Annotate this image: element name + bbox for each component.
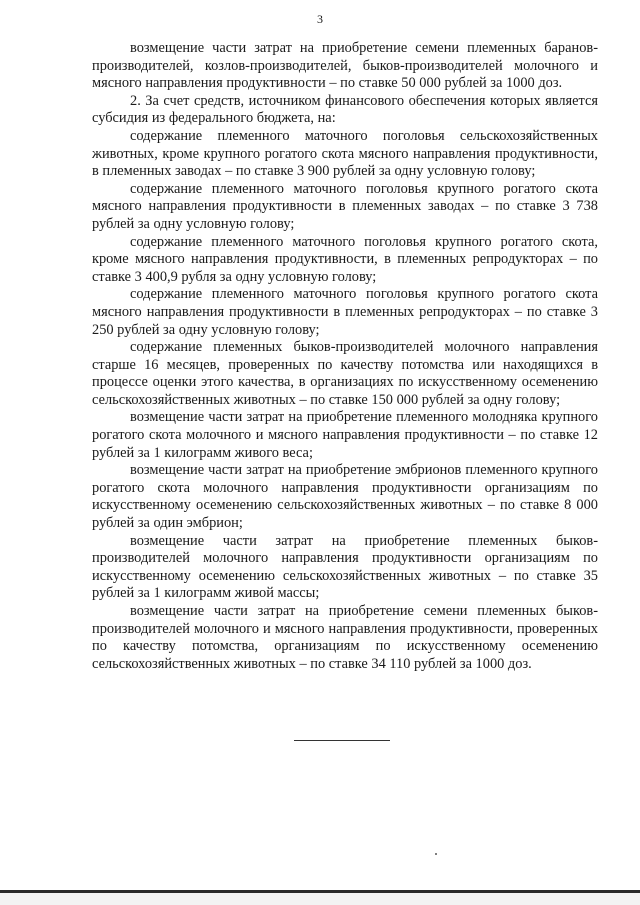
- end-divider-line: [294, 740, 390, 741]
- scan-bottom-margin: [0, 893, 640, 905]
- paragraph-breeding-stock-plants: содержание племенного маточного поголовья сельскохозяйственных животных, кроме крупного рогатого скота мясного направления продуктивности, в племенных заводах – по ставке 3 900 рублей за одну условную голову;: [92, 127, 598, 180]
- paragraph-semen-rams-goats-bulls: возмещение части затрат на приобретение семени племенных баранов-производителей, козлов-производителей, быков-производителей молочного и мясного направления продуктивности – по ставке 50 000 рублей за 1000 доз.: [92, 40, 598, 92]
- paragraph-section-2-federal-subsidy: 2. За счет средств, источником финансового обеспечения которых является субсидия из федерального бюджета, на:: [92, 92, 598, 127]
- scan-speck: [435, 853, 437, 855]
- paragraph-cattle-reproducers: содержание племенного маточного поголовья крупного рогатого скота, кроме мясного направления продуктивности, в племенных репродукторах – по ставке 3 400,9 рубля за одну условную голову;: [92, 233, 598, 285]
- page-number: 3: [317, 12, 323, 26]
- document-body: [92, 40, 598, 673]
- paragraph-dairy-bulls-purchase: возмещение части затрат на приобретение племенных быков-производителей молочного направления продуктивности организациям по искусственному осеменению сельскохозяйственных животных – по ставке 35 рублей за 1 килограмм живой массы;: [92, 532, 598, 602]
- paragraph-dairy-bulls: содержание племенных быков-производителей молочного направления старше 16 месяцев, проверенных по качеству потомства или находящихся в процессе оценки этого качества, в организациях по искусственному осеменению сельскохозяйственных животных – по ставке 150 000 рублей за одну голову;: [92, 339, 598, 408]
- paragraph-embryos-purchase: возмещение части затрат на приобретение эмбрионов племенного крупного рогатого скота молочного направления продуктивности организациям по искусственному осеменению сельскохозяйственных животных – по ставке 8 000 рублей за один эмбрион;: [92, 462, 598, 532]
- paragraph-bull-semen-purchase: возмещение части затрат на приобретение семени племенных быков-производителей молочного и мясного направления продуктивности, проверенных по качеству потомства, организациям по искусственному осеменению сельскохозяйственных животных – по ставке 34 110 рублей за 1000 доз.: [92, 603, 598, 672]
- paragraph-beef-cattle-plants: содержание племенного маточного поголовья крупного рогатого скота мясного направления продуктивности в племенных заводах – по ставке 3 738 рублей за одну условную голову;: [92, 180, 598, 232]
- paragraph-young-cattle-purchase: возмещение части затрат на приобретение племенного молодняка крупного рогатого скота молочного и мясного направления продуктивности – по ставке 12 рублей за 1 килограмм живого веса;: [92, 409, 598, 461]
- paragraph-beef-cattle-reproducers: содержание племенного маточного поголовья крупного рогатого скота мясного направления продуктивности в племенных репродукторах – по ставке 3 250 рублей за одну условную голову;: [92, 286, 598, 338]
